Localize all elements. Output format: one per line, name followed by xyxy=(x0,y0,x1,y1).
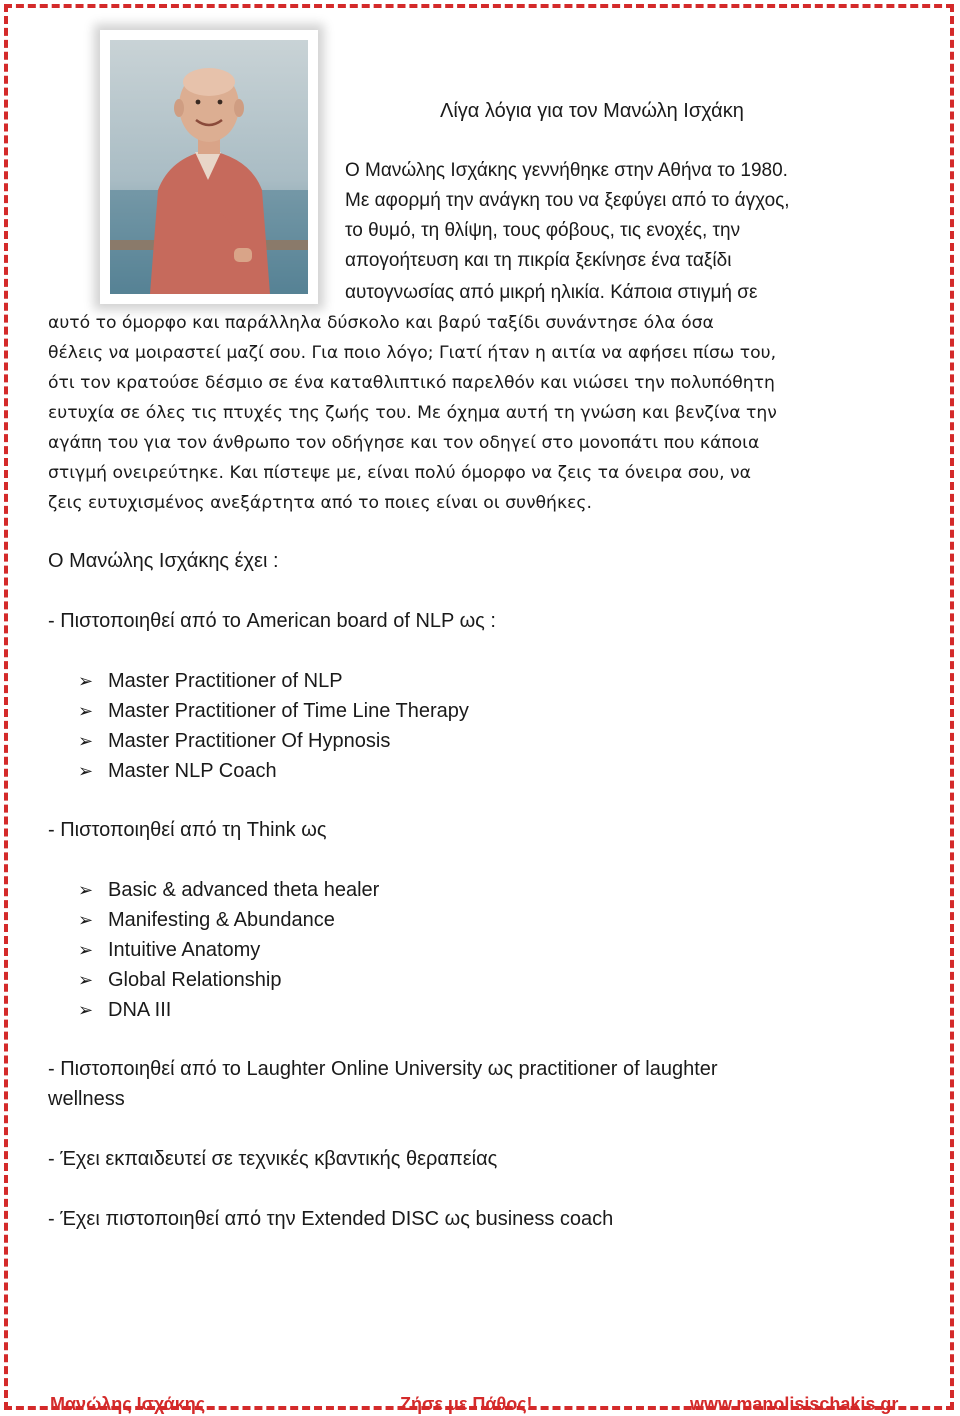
footer-website-link[interactable]: www.manolisischakis.gr xyxy=(690,1394,899,1414)
credentials-heading: Ο Μανώλης Ισχάκης έχει : xyxy=(48,550,279,572)
list-item: ➢ DNA III xyxy=(78,995,171,1026)
portrait-image xyxy=(110,40,308,294)
quantum-line: - Έχει εκπαιδευτεί σε τεχνικές κβαντικής θεραπείας xyxy=(48,1148,498,1170)
think-heading: - Πιστοποιηθεί από τη Think ως xyxy=(48,819,327,841)
portrait-photo xyxy=(100,30,318,304)
laughter-line: - Πιστοποιηθεί από το Laughter Online University ως practitioner of laughter xyxy=(48,1058,718,1080)
arrowhead-bullet-icon: ➢ xyxy=(78,940,94,961)
footer-name: Μανώλης Ισχάκης xyxy=(50,1394,206,1414)
bio-line: ευτυχία σε όλες τις πτυχές της ζωής του. Με όχημα αυτή τη γνώση και βενζίνα την xyxy=(48,403,777,423)
page-title: Λίγα λόγια για τον Μανώλη Ισχάκη xyxy=(440,100,744,122)
bio-line: στιγμή ονειρεύτηκε. Και πίστεψε με, είναι πολύ όμορφο να ζεις τα όνειρα σου, να xyxy=(48,463,751,483)
arrowhead-bullet-icon: ➢ xyxy=(78,1000,94,1021)
nlp-heading: - Πιστοποιηθεί από το American board of NLP ως : xyxy=(48,610,496,632)
list-item: ➢ Intuitive Anatomy xyxy=(78,935,260,966)
list-item: ➢ Basic & advanced theta healer xyxy=(78,875,379,906)
arrowhead-bullet-icon: ➢ xyxy=(78,701,94,722)
arrowhead-bullet-icon: ➢ xyxy=(78,880,94,901)
intro-paragraph xyxy=(345,156,790,276)
list-item: ➢ Master Practitioner Of Hypnosis xyxy=(78,726,390,757)
bio-line: αγάπη του για τον άνθρωπο τον οδήγησε και τον οδηγεί στο μονοπάτι που κάποια xyxy=(48,433,760,453)
intro-line: Ο Μανώλης Ισχάκης γεννήθηκε στην Αθήνα το 1980. xyxy=(345,160,788,181)
list-item: ➢ Global Relationship xyxy=(78,965,281,996)
list-item: ➢ Master NLP Coach xyxy=(78,756,277,787)
bio-line: ζεις ευτυχισμένος ανεξάρτητα από το ποιες είναι οι συνθήκες. xyxy=(48,493,592,513)
intro-line: Με αφορμή την ανάγκη του να ξεφύγει από το άγχος, xyxy=(345,190,790,211)
arrowhead-bullet-icon: ➢ xyxy=(78,731,94,752)
bio-paragraph xyxy=(48,278,777,518)
laughter-line: wellness xyxy=(48,1088,125,1110)
disc-line: - Έχει πιστοποιηθεί από την Extended DISC ως business coach xyxy=(48,1208,614,1230)
arrowhead-bullet-icon: ➢ xyxy=(78,671,94,692)
intro-line: το θυμό, τη θλίψη, τους φόβους, τις ενοχές, την xyxy=(345,220,741,241)
list-item: ➢ Master Practitioner of NLP xyxy=(78,666,343,697)
arrowhead-bullet-icon: ➢ xyxy=(78,910,94,931)
bio-line: θέλεις να μοιραστεί μαζί σου. Για ποιο λόγο; Γιατί ήταν η αιτία να αφήσει πίσω του, xyxy=(48,343,777,363)
footer-slogan: Ζήσε με Πάθος! xyxy=(400,1394,533,1414)
intro-line-wide: αυτογνωσίας από μικρή ηλικία. Κάποια στιγμή σε xyxy=(345,282,758,303)
intro-line: απογοήτευση και τη πικρία ξεκίνησε ένα ταξίδι xyxy=(345,250,732,271)
arrowhead-bullet-icon: ➢ xyxy=(78,970,94,991)
bio-line: αυτό το όμορφο και παράλληλα δύσκολο και βαρύ ταξίδι συνάντησε όλα όσα xyxy=(48,313,714,333)
list-item: ➢ Manifesting & Abundance xyxy=(78,905,335,936)
arrowhead-bullet-icon: ➢ xyxy=(78,761,94,782)
bio-line: ότι τον κρατούσε δέσμιο σε ένα καταθλιπτικό παρελθόν και νιώσει την πολυπόθητη xyxy=(48,373,775,393)
list-item: ➢ Master Practitioner of Time Line Therapy xyxy=(78,696,469,727)
